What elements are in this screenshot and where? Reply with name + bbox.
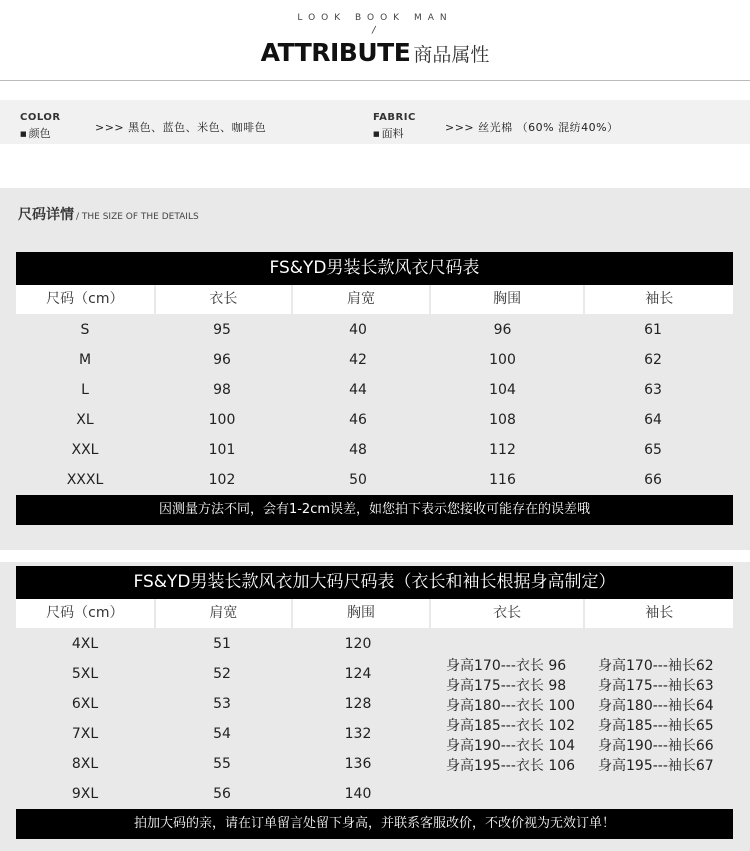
size-details-section <box>0 188 750 550</box>
section-title <box>18 204 199 224</box>
attribute-bar <box>0 100 750 144</box>
header-cell: 衣长 <box>431 599 584 628</box>
color-label-cn: ■ 颜色 <box>20 125 51 141</box>
cell-size: 5XL <box>71 666 99 682</box>
cell-sleeve: 63 <box>644 382 662 398</box>
table-title: FS&YD男装长款风衣加大码尺码表（衣长和袖长根据身高制定） <box>16 566 733 599</box>
header-cell: 袖长 <box>585 599 733 628</box>
cell-shoulder: 40 <box>349 322 367 338</box>
cell-shoulder: 54 <box>213 726 231 742</box>
table-row <box>16 629 733 659</box>
tagline: LOOK BOOK MAN <box>297 13 453 23</box>
table-header-row <box>16 599 733 629</box>
cell-chest: 136 <box>344 756 372 772</box>
fabric-label-cn: ■ 面料 <box>373 125 404 141</box>
cell-chest: 124 <box>344 666 372 682</box>
header-cell: 衣长 <box>156 285 292 314</box>
table-row <box>16 405 733 435</box>
table-title: FS&YD男装长款风衣尺码表 <box>16 252 733 285</box>
header-cell: 胸围 <box>431 285 584 314</box>
table-row <box>16 315 733 345</box>
title-chinese: 商品属性 <box>413 44 490 66</box>
fabric-label-en: FABRIC <box>373 112 416 123</box>
size-table-plus <box>16 566 733 839</box>
cell-sleeve: 65 <box>644 442 662 458</box>
length-by-height: 身高185---衣长 102 <box>446 718 576 734</box>
cell-length: 98 <box>213 382 231 398</box>
cell-shoulder: 56 <box>213 786 231 802</box>
table-header-row <box>16 285 733 315</box>
cell-size: 8XL <box>71 756 99 772</box>
table-row <box>16 345 733 375</box>
fabric-value: >>> 丝光棉 （60% 混纺40%） <box>445 121 619 134</box>
sleeve-by-height: 身高185---袖长65 <box>598 718 714 734</box>
color-label-en: COLOR <box>20 112 61 123</box>
cell-shoulder: 55 <box>213 756 231 772</box>
table-row <box>16 435 733 465</box>
cell-shoulder: 50 <box>349 472 367 488</box>
table-row <box>16 375 733 405</box>
header-cell: 尺码（cm） <box>16 599 154 628</box>
header-cell: 袖长 <box>585 285 733 314</box>
cell-length: 100 <box>208 412 236 428</box>
cell-chest: 108 <box>489 412 516 428</box>
header-cell: 肩宽 <box>293 285 429 314</box>
color-value: >>> 黑色、蓝色、米色、咖啡色 <box>95 121 267 134</box>
cell-chest: 128 <box>344 696 372 712</box>
header-cell: 肩宽 <box>156 599 292 628</box>
header-divider <box>0 80 750 81</box>
length-by-height: 身高180---衣长 100 <box>446 698 576 714</box>
height-rule-row <box>446 676 736 696</box>
cell-sleeve: 62 <box>644 352 662 368</box>
table-row <box>16 465 733 495</box>
header-cell: 尺码（cm） <box>16 285 154 314</box>
table-footnote: 拍加大码的亲，请在订单留言处留下身高，并联系客服改价，不改价视为无效订单！ <box>16 809 733 839</box>
cell-shoulder: 53 <box>213 696 231 712</box>
length-by-height: 身高175---衣长 98 <box>446 678 567 694</box>
cell-length: 102 <box>208 472 236 488</box>
page-header <box>0 0 750 82</box>
cell-chest: 100 <box>489 352 516 368</box>
plus-size-rows <box>16 629 733 809</box>
cell-size: XXXL <box>66 472 104 488</box>
cell-length: 96 <box>213 352 231 368</box>
section-title-cn: 尺码详情 <box>18 207 74 223</box>
sleeve-by-height: 身高190---袖长66 <box>598 738 714 754</box>
sleeve-by-height: 身高175---袖长63 <box>598 678 714 694</box>
cell-chest: 120 <box>344 636 372 652</box>
length-by-height: 身高190---衣长 104 <box>446 738 576 754</box>
cell-chest: 112 <box>489 442 516 458</box>
sleeve-by-height: 身高180---袖长64 <box>598 698 714 714</box>
cell-sleeve: 61 <box>644 322 662 338</box>
sleeve-by-height: 身高170---袖长62 <box>598 658 714 674</box>
sleeve-by-height: 身高195---袖长67 <box>598 758 714 774</box>
cell-chest: 132 <box>344 726 372 742</box>
height-based-sizing <box>446 656 736 776</box>
length-by-height: 身高170---衣长 96 <box>446 658 567 674</box>
cell-shoulder: 42 <box>349 352 367 368</box>
height-rule-row <box>446 716 736 736</box>
plus-size-section <box>0 562 750 851</box>
height-rule-row <box>446 696 736 716</box>
cell-chest: 140 <box>344 786 372 802</box>
cell-shoulder: 44 <box>349 382 367 398</box>
slash-decoration: / <box>371 24 377 37</box>
cell-size: 9XL <box>71 786 99 802</box>
cell-sleeve: 66 <box>644 472 662 488</box>
height-rule-row <box>446 736 736 756</box>
cell-length: 95 <box>213 322 231 338</box>
page-title <box>0 38 750 67</box>
cell-size: XL <box>76 412 94 428</box>
cell-size: 4XL <box>71 636 99 652</box>
cell-size: L <box>81 382 89 398</box>
cell-sleeve: 64 <box>644 412 662 428</box>
cell-shoulder: 46 <box>349 412 367 428</box>
cell-size: 7XL <box>71 726 99 742</box>
cell-chest: 96 <box>493 322 512 338</box>
length-by-height: 身高195---衣长 106 <box>446 758 576 774</box>
cell-length: 101 <box>208 442 236 458</box>
cell-shoulder: 48 <box>349 442 367 458</box>
size-table-standard <box>16 252 733 525</box>
title-english: ATTRIBUTE <box>260 38 411 67</box>
cell-size: 6XL <box>71 696 99 712</box>
cell-shoulder: 52 <box>213 666 231 682</box>
section-subtitle: / THE SIZE OF THE DETAILS <box>76 212 199 222</box>
cell-size: XXL <box>71 442 99 458</box>
cell-size: M <box>78 352 92 368</box>
table-row <box>16 779 733 809</box>
height-rule-row <box>446 756 736 776</box>
header-cell: 胸围 <box>293 599 429 628</box>
cell-size: S <box>80 322 90 338</box>
cell-chest: 116 <box>489 472 516 488</box>
cell-shoulder: 51 <box>213 636 231 652</box>
cell-chest: 104 <box>489 382 516 398</box>
height-rule-row <box>446 656 736 676</box>
table-footnote: 因测量方法不同，会有1-2cm误差，如您拍下表示您接收可能存在的误差哦 <box>16 495 733 525</box>
